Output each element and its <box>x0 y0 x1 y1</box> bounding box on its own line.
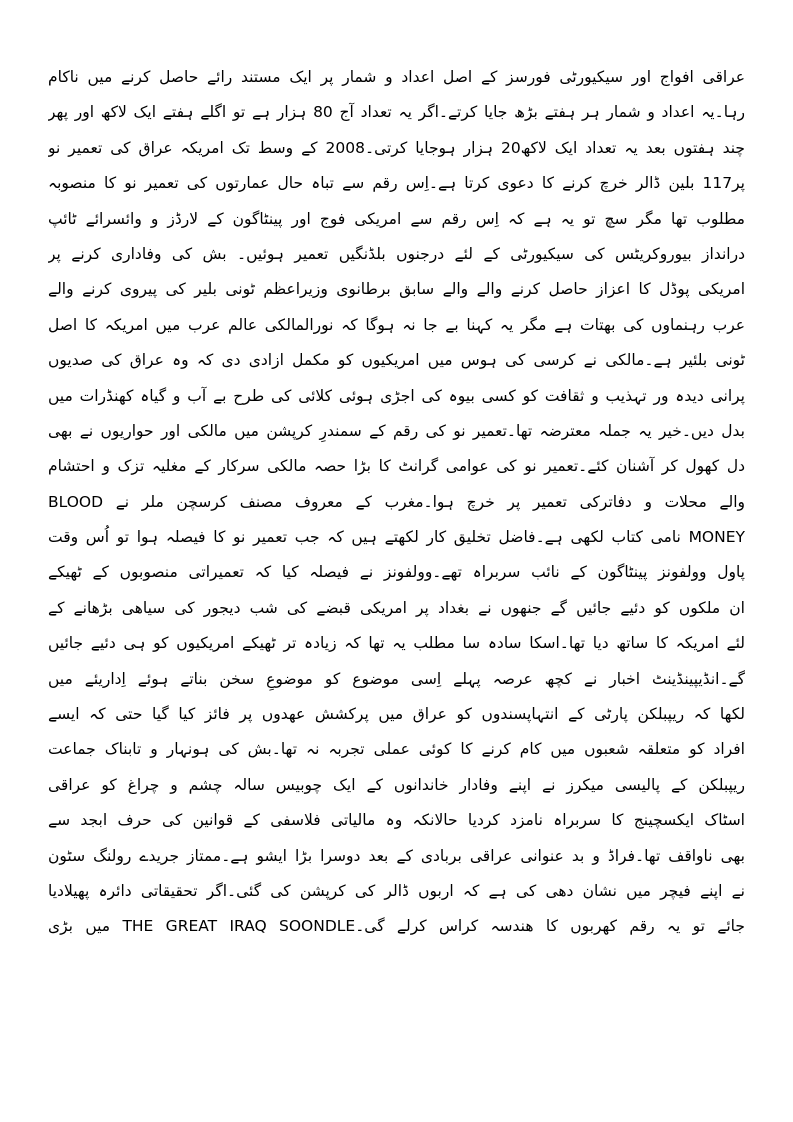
text-line: لئے امریکہ کا ساتھ دیا تھا۔اسکا سادہ سا مطلب یہ تھا کہ زیادہ تر ٹھیکے امریکیوں کو ہی دئیے جائیں <box>48 634 745 653</box>
text-line: MONEY نامی کتاب لکھی ہے۔فاضل تخلیق کار لکھتے ہیں کہ جب تعمیر نو کا فیصلہ ہوا تو اُس وقت <box>48 528 745 547</box>
text-line: ان ملکوں کو دئیے جائیں گے جنھوں نے بغداد پر امریکی قبضے کی شب دیجور کی سیاھی بڑھانے کے <box>48 598 745 617</box>
text-line: اسٹاک ایکسچینج کا سربراہ نامزد کردیا حالانکہ وہ مالیاتی فلاسفی کے قوانین کی حرف ابجد سے <box>48 811 745 830</box>
text-line: افراد کو متعلقہ شعبوں میں کام کرنے کا کوئی عملی تجربہ نہ تھا۔بش کی ہونہار و تابناک جماعت <box>48 740 745 759</box>
text-line: عرب رہنماوں کی بھتات ہے مگر یہ کہنا بے جا نہ ہوگا کہ نورالمالکی عالم عرب میں امریکہ کا اصل <box>48 315 745 334</box>
text-line: بدل دیں۔خیر یہ جملہ معترضہ تھا۔تعمیر نو کی رقم کے سمندرِ کرپشن میں مالکی اور حواریوں نے بھی <box>48 421 745 440</box>
text-line: پاول وولفونز پینٹاگون کے نائب سربراہ تھے۔وولفونز نے فیصلہ کیا کہ تعمیراتی منصوبوں کے ٹھیکے <box>48 563 745 582</box>
article-text <box>48 60 745 945</box>
text-line: پر117 بلین ڈالر خرچ کرنے کا دعوی کرتا ہے۔اِس رقم سے تباہ حال عمارتوں کی تعمیر نو کا منصوبہ <box>48 174 745 193</box>
text-line: نے اپنے فیچر میں نشان دھی کی ہے کہ اربوں ڈالر کی کرپشن کی گئی۔اگر تحقیقاتی دائرہ پھیلادیا <box>48 881 745 900</box>
text-line: درانداز بیوروکریٹس کی سیکیورٹی کے لئے درجنوں بلڈنگیں تعمیر ہوئیں۔ بش کی وفاداری کرنے پر <box>48 244 745 263</box>
text-line: دل کھول کر آشنان کئے۔تعمیر نو کی عوامی گرانٹ کا بڑا حصہ مالکی سرکار کے مغلیہ تزک و احتشام <box>48 457 745 476</box>
text-line: مطلوب تھا مگر سچ تو یہ ہے کہ اِس رقم سے امریکی فوج اور پینٹاگون کے لارڈز و وائسرائے ٹائپ <box>48 209 745 228</box>
text-line: امریکی پوڈل کا اعزاز حاصل کرنے والے والے سابق برطانوی وزیراعظم ٹونی بلیر کی پیروی کرنے والے <box>48 280 745 299</box>
text-line: گے۔انڈیپینڈینٹ اخبار نے کچھ عرصہ پہلے اِسی موضوع کو موضوعِ سخن بناتے ہوئے اِداریئے میں <box>48 669 745 688</box>
text-line: ریپبلکن کے پالیسی میکرز نے اپنے وفادار خاندانوں کے ایک چوبیس سالہ چشم و چراغ کو عراقی <box>48 775 745 794</box>
text-line: جائے تو یہ رقم کھربوں کا ھندسہ کراس کرلے گی۔THE GREAT IRAQ SOONDLE میں بڑی <box>48 917 745 936</box>
text-line: چند ہفتوں بعد یہ تعداد ایک لاکھ20 ہزار ہوجایا کرتی۔2008 کے وسط تک امریکہ عراق کی تعمیر نو <box>48 138 745 157</box>
text-line: والے محلات و دفاترکی تعمیر پر خرچ ہوا۔مغرب کے معروف مصنف کرسچن ملر نے BLOOD <box>48 492 745 511</box>
text-line: عراقی افواج اور سیکیورٹی فورسز کے اصل اعداد و شمار پر ایک مستند رائے حاصل کرنے میں ناکام <box>48 68 745 86</box>
text-line: رہا۔یہ اعداد و شمار ہر ہفتے بڑھ جایا کرتے۔اگر یہ تعداد آج 80 ہزار ہے تو اگلے ہفتے ایک لاکھ اور پھر <box>48 103 745 122</box>
text-line: پرانی دیدہ ور تہذیب و ثقافت کو کسی بیوہ کی اجڑی ہوئی کلائی کی طرح بے آب و گیاہ کھنڈرات میں <box>48 386 745 405</box>
text-line: بھی ناواقف تھا۔فراڈ و بد عنوانی عراقی بربادی کے بعد دوسرا بڑا ایشو ہے۔ممتاز جریدے رولنگ سٹون <box>48 846 745 865</box>
text-line: لکھا کہ ریپبلکن پارٹی کے انتہاپسندوں کو عراق میں پرکشش عھدوں پر فائز کیا گیا حتی کہ ایسے <box>48 705 745 724</box>
text-line: ٹونی بلئیر ہے۔مالکی نے کرسی کی ہوس میں امریکیوں کو مکمل ازادی دی کہ وہ عراق کی صدیوں <box>48 351 745 370</box>
